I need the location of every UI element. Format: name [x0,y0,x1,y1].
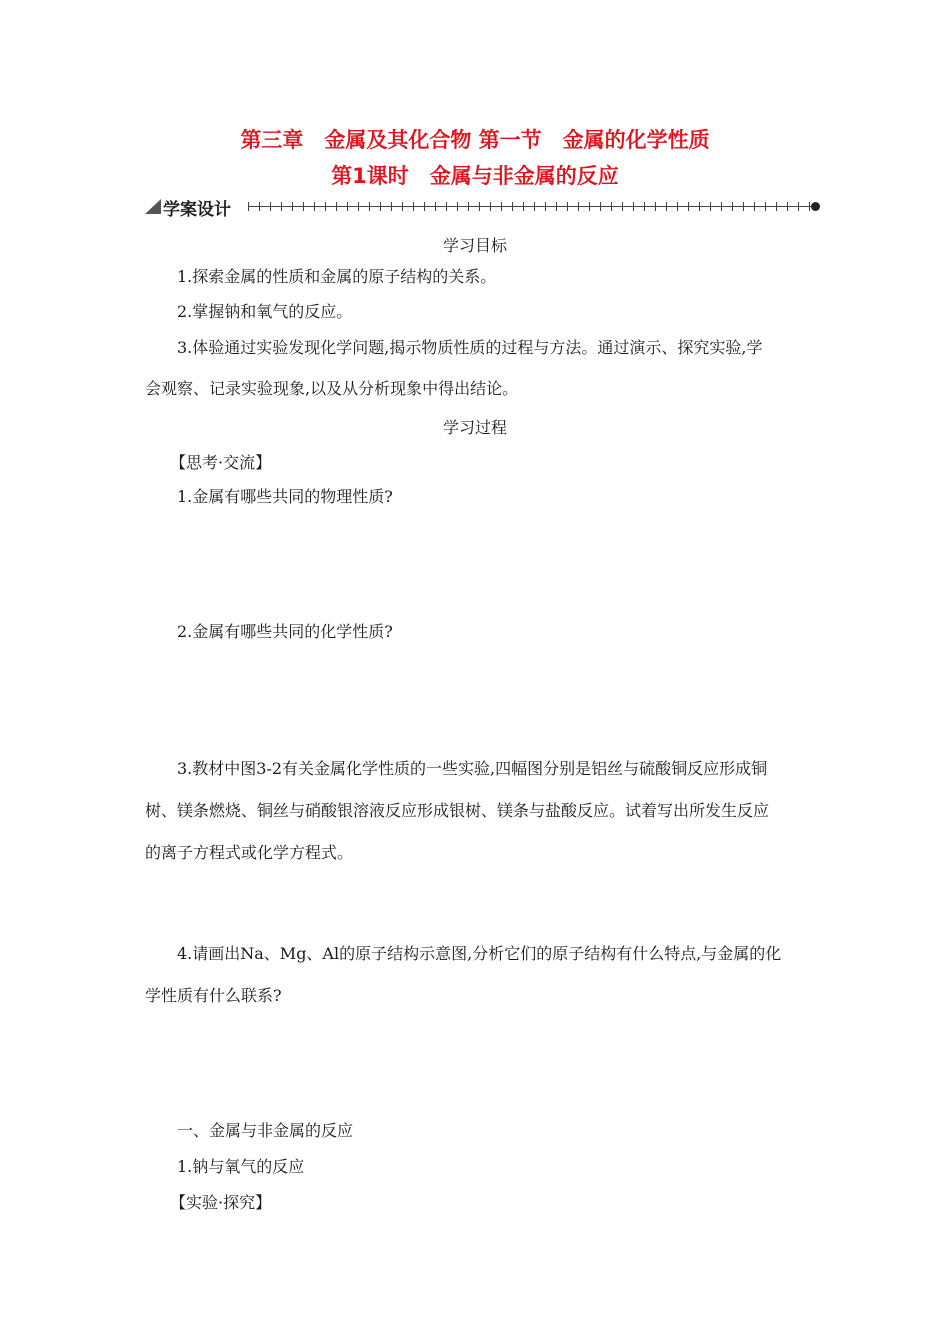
objective-item-continued: 会观察、记录实验现象,以及从分析现象中得出结论。 [145,379,519,398]
question-1: 1.金属有哪些共同的物理性质? [177,487,393,506]
banner-triangle-icon [145,199,161,214]
question-4-line-1: 4.请画出Na、Mg、Al的原子结构示意图,分析它们的原子结构有什么特点,与金属的化 [177,944,782,963]
objective-item: 1.探索金属的性质和金属的原子结构的关系。 [177,267,497,286]
banner-end-dot-icon [811,202,820,211]
experiment-tag: 【实验·探究】 [170,1193,272,1212]
think-discuss-tag: 【思考·交流】 [170,453,272,472]
question-4-line-2: 学性质有什么联系? [145,986,282,1005]
question-3-line-2: 树、镁条燃烧、铜丝与硝酸银溶液反应形成银树、镁条与盐酸反应。试着写出所发生反应 [145,801,770,820]
section-banner [145,194,825,220]
question-3-line-1: 3.教材中图3-2有关金属化学性质的一些实验,四幅图分别是铝丝与硫酸铜反应形成铜 [177,759,768,778]
objective-item: 2.掌握钠和氧气的反应。 [177,302,353,321]
process-heading: 学习过程 [442,418,507,437]
question-2: 2.金属有哪些共同的化学性质? [177,622,393,641]
question-3-line-3: 的离子方程式或化学方程式。 [145,843,354,862]
objective-item: 3.体验通过实验发现化学问题,揭示物质性质的过程与方法。通过演示、探究实验,学 [177,338,763,357]
lesson-title: 第1课时 金属与非金属的反应 [331,164,619,188]
banner-ticks [248,202,813,211]
part-1-subheading: 1.钠与氧气的反应 [177,1157,305,1176]
objectives-heading: 学习目标 [442,236,507,255]
chapter-title: 第三章 金属及其化合物 第一节 金属的化学性质 [240,128,710,152]
part-1-heading: 一、金属与非金属的反应 [177,1121,354,1140]
banner-label: 学案设计 [163,200,231,220]
